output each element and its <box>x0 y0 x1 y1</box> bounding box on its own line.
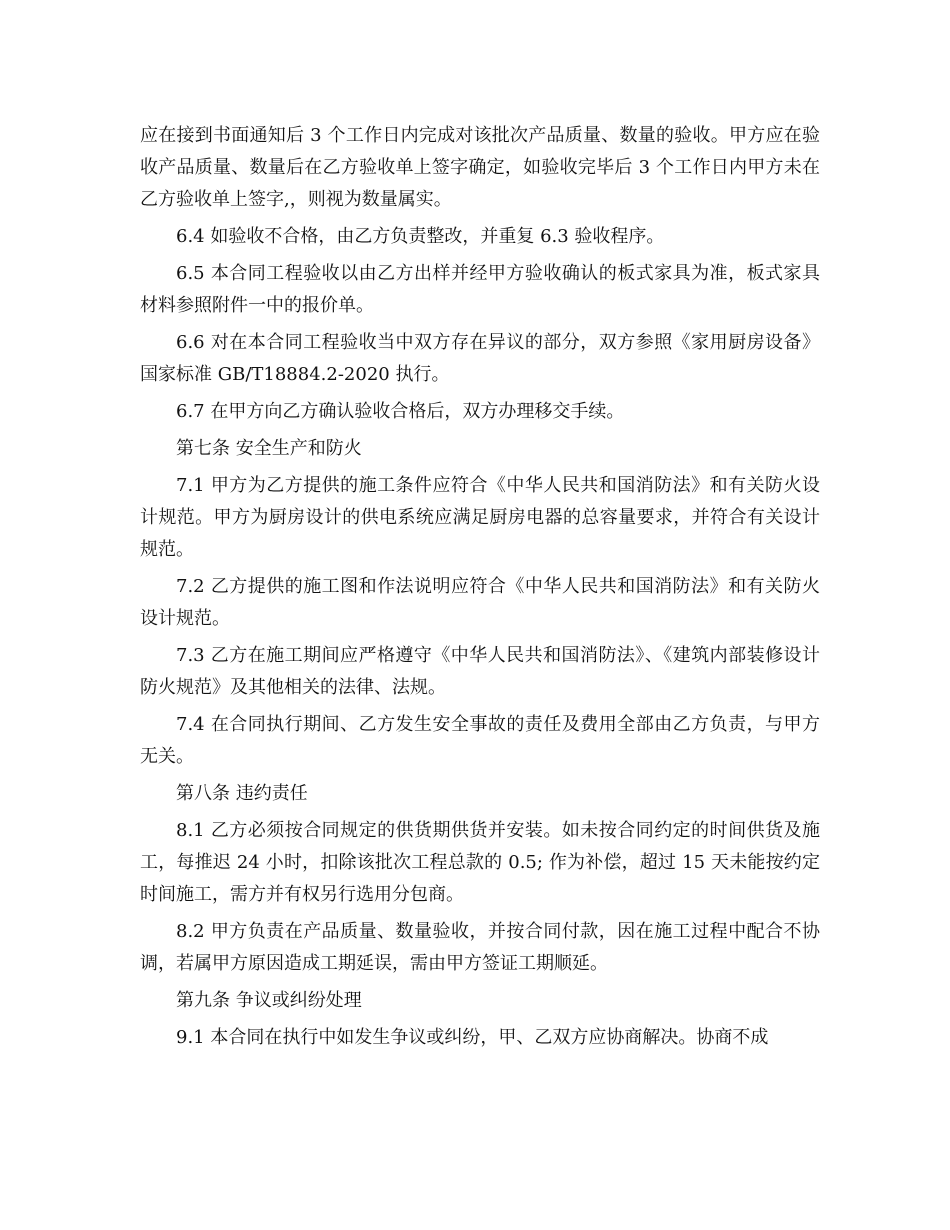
clause-7-1: 7.1 甲方为乙方提供的施工条件应符合《中华人民共和国消防法》和有关防火设计规范。甲方为厨房设计的供电系统应满足厨房电器的总容量要求，并符合有关设计规范。 <box>140 475 820 560</box>
clause-6-5: 6.5 本合同工程验收以由乙方出样并经甲方验收确认的板式家具为准，板式家具材料参照附件一中的报价单。 <box>140 263 820 316</box>
article-7-heading: 第七条 安全生产和防火 <box>176 438 362 459</box>
clause-6-6: 6.6 对在本合同工程验收当中双方存在异议的部分，双方参照《家用厨房设备》国家标准 GB/T18884.2-2020 执行。 <box>140 332 820 385</box>
clause-8-2: 8.2 甲方负责在产品质量、数量验收，并按合同付款，因在施工过程中配合不协调，若属甲方原因造成工期延误，需由甲方签证工期顺延。 <box>140 921 820 974</box>
article-8-heading: 第八条 违约责任 <box>176 783 308 804</box>
paragraph-continuation: 应在接到书面通知后 3 个工作日内完成对该批次产品质量、数量的验收。甲方应在验收产品质量、数量后在乙方验收单上签字确定，如验收完毕后 3 个工作日内甲方未在乙方验收单上签字,，则视为数量属实。 <box>140 125 820 210</box>
clause-6-4: 6.4 如验收不合格，由乙方负责整改，并重复 6.3 验收程序。 <box>176 226 665 247</box>
clause-6-7: 6.7 在甲方向乙方确认验收合格后，双方办理移交手续。 <box>176 401 625 422</box>
article-9-heading: 第九条 争议或纠纷处理 <box>176 990 362 1011</box>
clause-7-4: 7.4 在合同执行期间、乙方发生安全事故的责任及费用全部由乙方负责，与甲方无关。 <box>140 714 820 767</box>
document-body <box>140 120 820 1059</box>
clause-9-1: 9.1 本合同在执行中如发生争议或纠纷，甲、乙双方应协商解决。协商不成 <box>176 1027 769 1048</box>
clause-8-1: 8.1 乙方必须按合同规定的供货期供货并安装。如未按合同约定的时间供货及施工，每推迟 24 小时，扣除该批次工程总款的 0.5; 作为补偿，超过 15 天未能按约定时间施工，需方并有权另行选用分包商。 <box>140 820 820 905</box>
clause-7-2: 7.2 乙方提供的施工图和作法说明应符合《中华人民共和国消防法》和有关防火设计规范。 <box>140 576 820 629</box>
clause-7-3: 7.3 乙方在施工期间应严格遵守《中华人民共和国消防法》、《建筑内部装修设计防火规范》及其他相关的法律、法规。 <box>140 645 820 698</box>
